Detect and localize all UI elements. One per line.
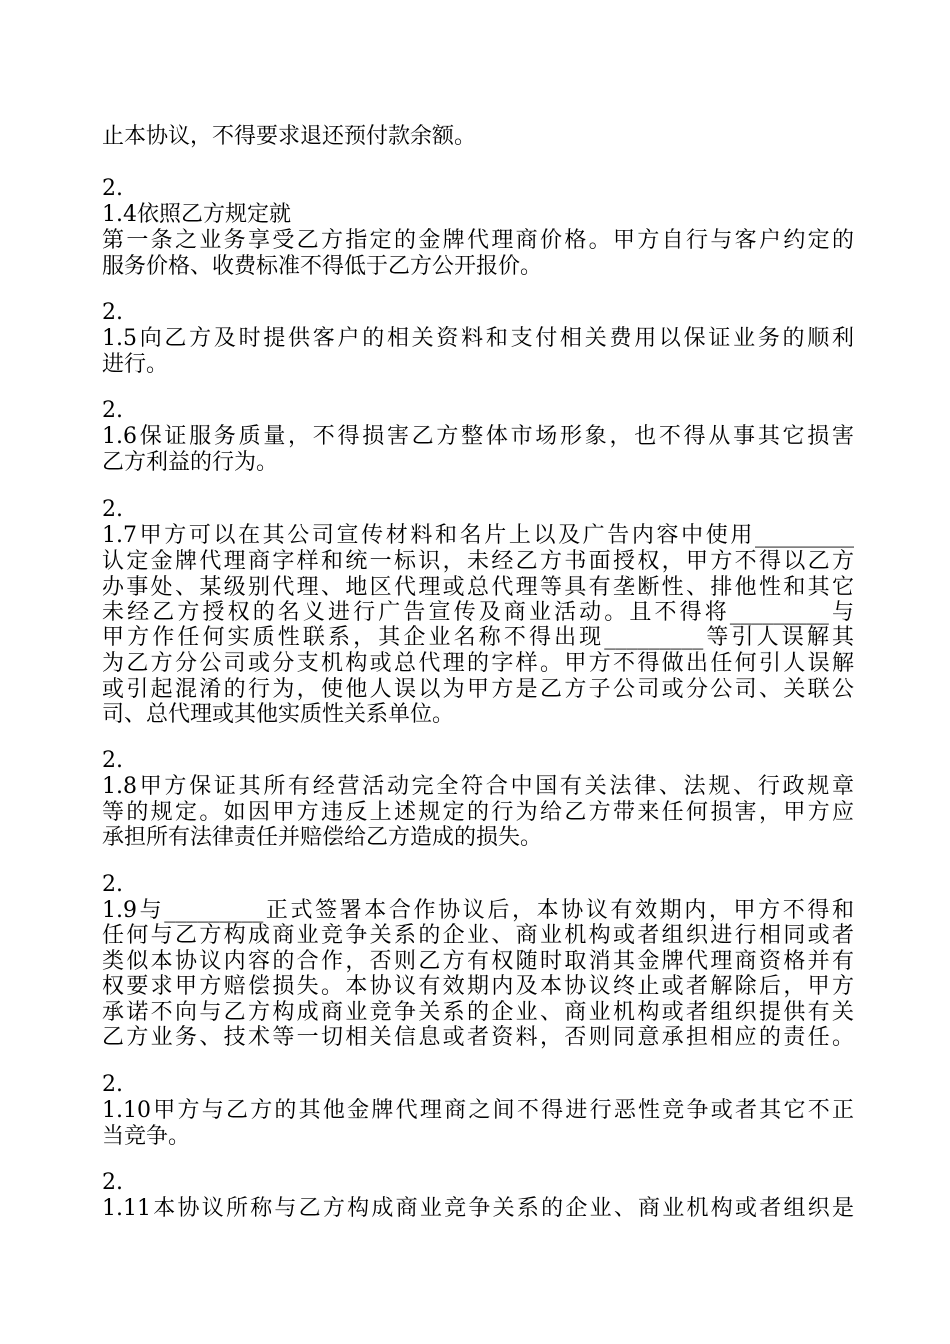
text-line: 1.7甲方可以在其公司宣传材料和名片上以及广告内容中使用_________ — [102, 523, 854, 548]
clause-number: 2. — [102, 497, 123, 522]
text-line: 乙方业务、技术等一切相关信息或者资料，否则同意承担相应的责任。 — [102, 1025, 854, 1050]
text-line: 甲方作任何实质性联系，其企业名称不得出现_________等引人误解其 — [102, 625, 854, 650]
text-line: 为乙方分公司或分支机构或总代理的字样。甲方不得做出任何引人误解 — [102, 651, 854, 676]
text-line: 1.8甲方保证其所有经营活动完全符合中国有关法律、法规、行政规章 — [102, 774, 854, 799]
clause-number: 2. — [102, 748, 123, 773]
text-line: 承担所有法律责任并赔偿给乙方造成的损失。 — [102, 825, 543, 850]
text-line: 类似本协议内容的合作，否则乙方有权随时取消其金牌代理商资格并有 — [102, 949, 854, 974]
clause-number: 2. — [102, 300, 123, 325]
text-line: 1.6保证服务质量，不得损害乙方整体市场形象，也不得从事其它损害 — [102, 424, 854, 449]
clause-number: 2. — [102, 1072, 123, 1097]
text-line: 权要求甲方赔偿损失。本协议有效期内及本协议终止或者解除后，甲方 — [102, 974, 854, 999]
text-line: 1.10甲方与乙方的其他金牌代理商之间不得进行恶性竞争或者其它不正 — [102, 1098, 854, 1123]
text-line: 司、总代理或其他实质性关系单位。 — [102, 702, 455, 727]
clause-number: 2. — [102, 1170, 123, 1195]
document-page — [102, 0, 854, 1344]
clause-number: 2. — [102, 176, 123, 201]
text-line: 或引起混淆的行为，使他人误以为甲方是乙方子公司或分公司、关联公 — [102, 677, 854, 702]
text-line: 1.11本协议所称与乙方构成商业竞争关系的企业、商业机构或者组织是 — [102, 1196, 854, 1221]
text-line: 等的规定。如因甲方违反上述规定的行为给乙方带来任何损害，甲方应 — [102, 800, 854, 825]
clause-number: 2. — [102, 872, 123, 897]
clause-heading: 1.4依照乙方规定就 — [102, 202, 291, 227]
text-line: 止本协议，不得要求退还预付款余额。 — [102, 124, 477, 149]
text-line: 1.5向乙方及时提供客户的相关资料和支付相关费用以保证业务的顺利 — [102, 326, 854, 351]
text-line: 当竞争。 — [102, 1124, 191, 1149]
text-line: 认定金牌代理商字样和统一标识，未经乙方书面授权，甲方不得以乙方 — [102, 549, 854, 574]
text-line: 第一条之业务享受乙方指定的金牌代理商价格。甲方自行与客户约定的 — [102, 228, 854, 253]
text-line: 服务价格、收费标准不得低于乙方公开报价。 — [102, 254, 543, 279]
text-line: 乙方利益的行为。 — [102, 450, 279, 475]
clause-number: 2. — [102, 398, 123, 423]
text-line: 未经乙方授权的名义进行广告宣传及商业活动。且不得将_________与 — [102, 600, 854, 625]
text-line: 1.9与_________正式签署本合作协议后，本协议有效期内，甲方不得和 — [102, 898, 854, 923]
text-line: 任何与乙方构成商业竞争关系的企业、商业机构或者组织进行相同或者 — [102, 923, 854, 948]
text-line: 进行。 — [102, 352, 169, 377]
text-line: 办事处、某级别代理、地区代理或总代理等具有垄断性、排他性和其它 — [102, 575, 854, 600]
text-line: 承诺不向与乙方构成商业竞争关系的企业、商业机构或者组织提供有关 — [102, 1000, 854, 1025]
